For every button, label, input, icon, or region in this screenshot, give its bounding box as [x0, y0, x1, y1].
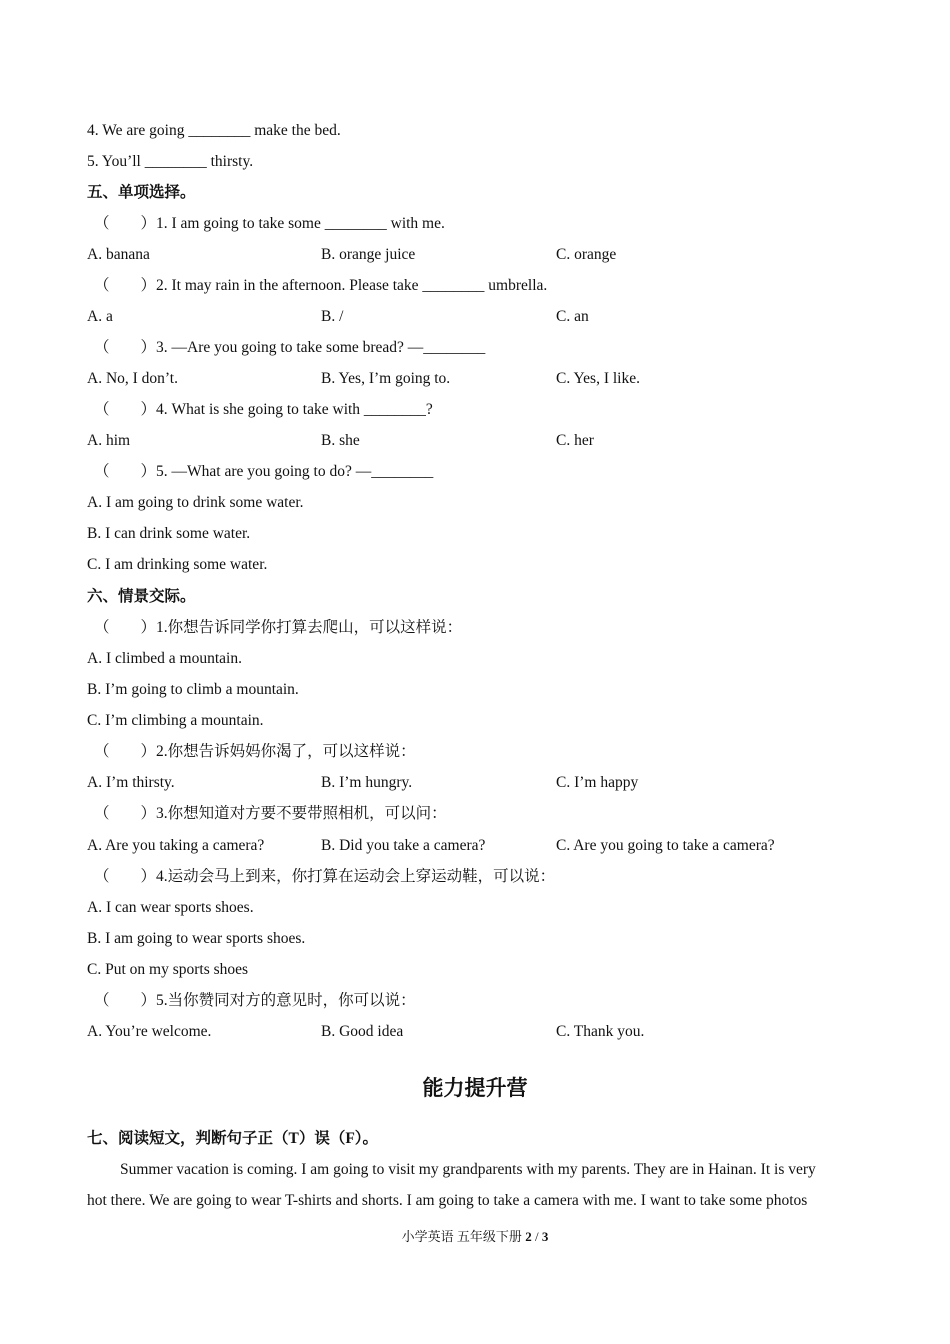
- s5-question-5: （ ）5. —What are you going to do? —________: [94, 463, 434, 480]
- s6-q4-option-c: C. Put on my sports shoes: [87, 961, 249, 978]
- passage-line-2: hot there. We are going to wear T-shirts and shorts. I am going to take a camera with me. I want to take some photos: [87, 1192, 808, 1209]
- footer-separator: /: [534, 1229, 539, 1244]
- s6-question-4: （ ）4.运动会马上到来，你打算在运动会上穿运动鞋，可以说：: [94, 868, 556, 885]
- s6-q3-option-a: A. Are you taking a camera?: [87, 837, 265, 854]
- s6-question-1: （ ）1.你想告诉同学你打算去爬山，可以这样说：: [94, 619, 463, 636]
- s6-q1-option-a: A. I climbed a mountain.: [87, 650, 242, 667]
- s5-q3-option-a: A. No, I don’t.: [87, 370, 178, 387]
- s5-question-1: （ ）1. I am going to take some ________ with me.: [94, 215, 445, 232]
- passage-line-1: Summer vacation is coming. I am going to visit my grandparents with my parents. They are in Hainan. It is very: [120, 1161, 816, 1178]
- s5-q1-option-b: B. orange juice: [321, 246, 416, 263]
- s6-q4-option-b: B. I am going to wear sports shoes.: [87, 930, 306, 947]
- s5-q2-option-a: A. a: [87, 308, 113, 325]
- s5-q1-option-a: A. banana: [87, 246, 150, 263]
- s6-q3-option-c: C. Are you going to take a camera?: [556, 837, 775, 854]
- s6-q2-option-a: A. I’m thirsty.: [87, 774, 175, 791]
- s6-q1-option-c: C. I’m climbing a mountain.: [87, 712, 264, 729]
- s5-q5-option-b: B. I can drink some water.: [87, 525, 251, 542]
- s6-q5-option-c: C. Thank you.: [556, 1023, 645, 1040]
- section-6-title: 六、情景交际。: [87, 588, 196, 605]
- section-5-title: 五、单项选择。: [87, 184, 196, 201]
- s5-question-4: （ ）4. What is she going to take with ________?: [94, 401, 433, 418]
- fill-blank-item-4: 4. We are going ________ make the bed.: [87, 122, 341, 139]
- s6-q2-option-c: C. I’m happy: [556, 774, 639, 791]
- s6-q3-option-b: B. Did you take a camera?: [321, 837, 486, 854]
- s5-q3-option-b: B. Yes, I’m going to.: [321, 370, 451, 387]
- s5-question-2: （ ）2. It may rain in the afternoon. Please take ________ umbrella.: [94, 277, 548, 294]
- s6-q5-option-b: B. Good idea: [321, 1023, 404, 1040]
- s5-q1-option-c: C. orange: [556, 246, 617, 263]
- s6-q1-option-b: B. I’m going to climb a mountain.: [87, 681, 299, 698]
- s5-q4-option-c: C. her: [556, 432, 594, 449]
- s5-q3-option-c: C. Yes, I like.: [556, 370, 640, 387]
- footer-page-total: 3: [541, 1229, 549, 1244]
- section-7-title: 七、阅读短文，判断句子正（T）误（F）。: [87, 1130, 379, 1147]
- s5-q5-option-c: C. I am drinking some water.: [87, 556, 268, 573]
- s5-q4-option-a: A. him: [87, 432, 131, 449]
- footer-page-number: 2: [525, 1229, 532, 1244]
- s6-question-2: （ ）2.你想告诉妈妈你渴了，可以这样说：: [94, 743, 416, 760]
- s6-question-5: （ ）5.当你赞同对方的意见时，你可以说：: [94, 992, 416, 1009]
- s5-q5-option-a: A. I am going to drink some water.: [87, 494, 304, 511]
- s6-q5-option-a: A. You’re welcome.: [87, 1023, 212, 1040]
- s5-q2-option-c: C. an: [556, 308, 589, 325]
- s6-q4-option-a: A. I can wear sports shoes.: [87, 899, 254, 916]
- s5-q2-option-b: B. /: [321, 308, 344, 325]
- s5-q4-option-b: B. she: [321, 432, 360, 449]
- page-footer: [0, 1228, 950, 1246]
- fill-blank-item-5: 5. You’ll ________ thirsty.: [87, 153, 254, 170]
- ability-section-title: 能力提升营: [422, 1076, 528, 1100]
- s5-question-3: （ ）3. —Are you going to take some bread? —________: [94, 339, 486, 356]
- s6-q2-option-b: B. I’m hungry.: [321, 774, 413, 791]
- s6-question-3: （ ）3.你想知道对方要不要带照相机，可以问：: [94, 805, 447, 822]
- footer-subject: 小学英语 五年级下册: [401, 1229, 522, 1244]
